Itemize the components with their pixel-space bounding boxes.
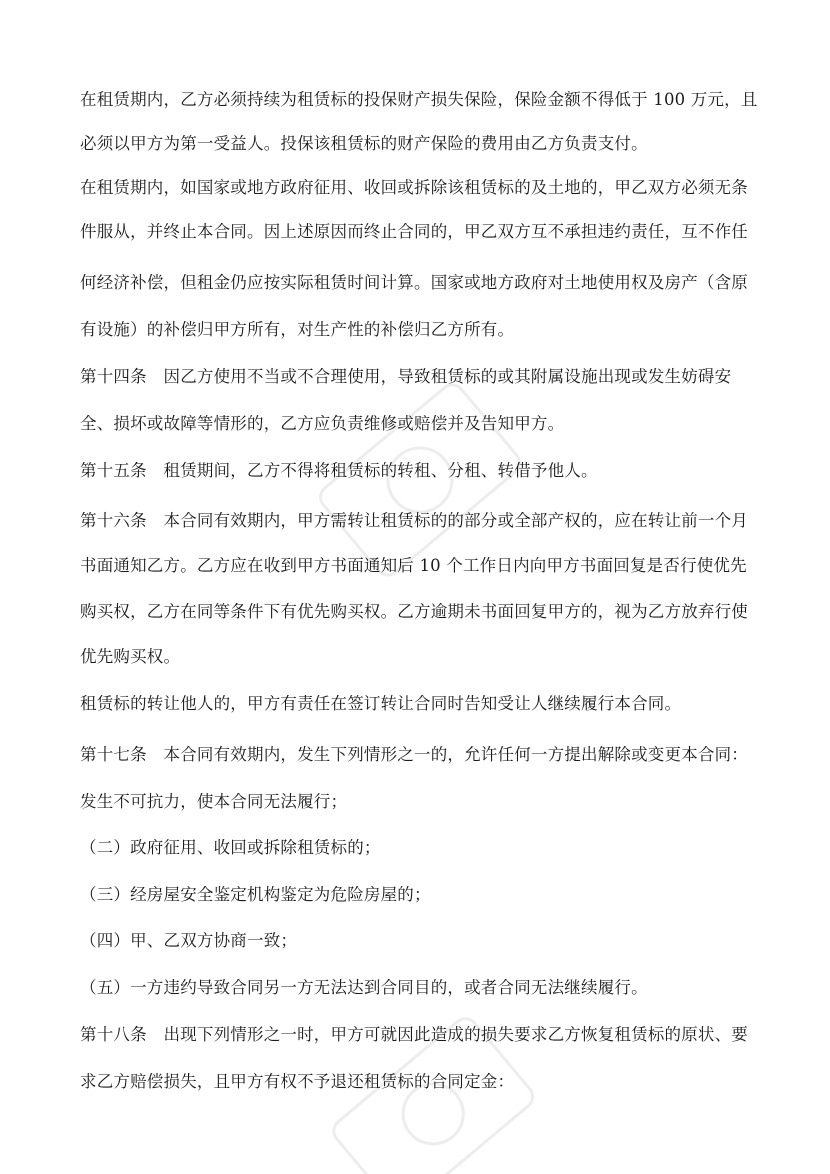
text-line: 必须以甲方为第一受益人。投保该租赁标的财产保险的费用由乙方负责支付。 [80,134,648,153]
text-line: 件服从，并终止本合同。因上述原因而终止合同的，甲乙双方互不承担违约责任，互不作任 [80,222,748,241]
text-line: （四）甲、乙双方协商一致； [80,931,298,950]
text-line: 求乙方赔偿损失，且甲方有权不予退还租赁标的合同定金： [80,1072,515,1091]
text-line: 第十四条 因乙方使用不当或不合理使用，导致租赁标的或其附属设施出现或发生妨碍安 [80,367,732,386]
text-line: 第十八条 出现下列情形之一时，甲方可就因此造成的损失要求乙方恢复租赁标的原状、要 [80,1025,748,1044]
text-line: （五）一方违约导致合同另一方无法达到合同目的，或者合同无法继续履行。 [80,978,648,997]
text-line: 在租赁期内，如国家或地方政府征用、收回或拆除该租赁标的及土地的，甲乙双方必须无条 [80,178,748,197]
text-line: 全、损坏或故障等情形的，乙方应负责维修或赔偿并及告知甲方。 [80,414,565,433]
text-line: 优先购买权。 [80,647,181,666]
text-line: 有设施）的补偿归甲方所有，对生产性的补偿归乙方所有。 [80,320,515,339]
text-line: 第十五条 租赁期间，乙方不得将租赁标的转租、分租、转借予他人。 [80,461,598,480]
text-line: （三）经房屋安全鉴定机构鉴定为危险房屋的； [80,885,431,904]
text-line: 租赁标的转让他人的，甲方有责任在签订转让合同时告知受让人继续履行本合同。 [80,694,682,713]
text-line: 何经济补偿，但租金仍应按实际租赁时间计算。国家或地方政府对土地使用权及房产（含原 [80,273,748,292]
text-line: （二）政府征用、收回或拆除租赁标的； [80,838,381,857]
text-line: 发生不可抗力，使本合同无法履行； [80,792,348,811]
text-line: 在租赁期内，乙方必须持续为租赁标的投保财产损失保险，保险金额不得低于 100 万元，且 [80,90,758,109]
text-line: 书面通知乙方。乙方应在收到甲方书面通知后 10 个工作日内向甲方书面回复是否行使优先 [80,556,747,575]
text-line: 第十七条 本合同有效期内，发生下列情形之一的，允许任何一方提出解除或变更本合同： [80,745,748,764]
text-line: 第十六条 本合同有效期内，甲方需转让租赁标的的部分或全部产权的，应在转让前一个月 [80,511,748,530]
text-line: 购买权，乙方在同等条件下有优先购买权。乙方逾期未书面回复甲方的，视为乙方放弃行使 [80,602,748,621]
